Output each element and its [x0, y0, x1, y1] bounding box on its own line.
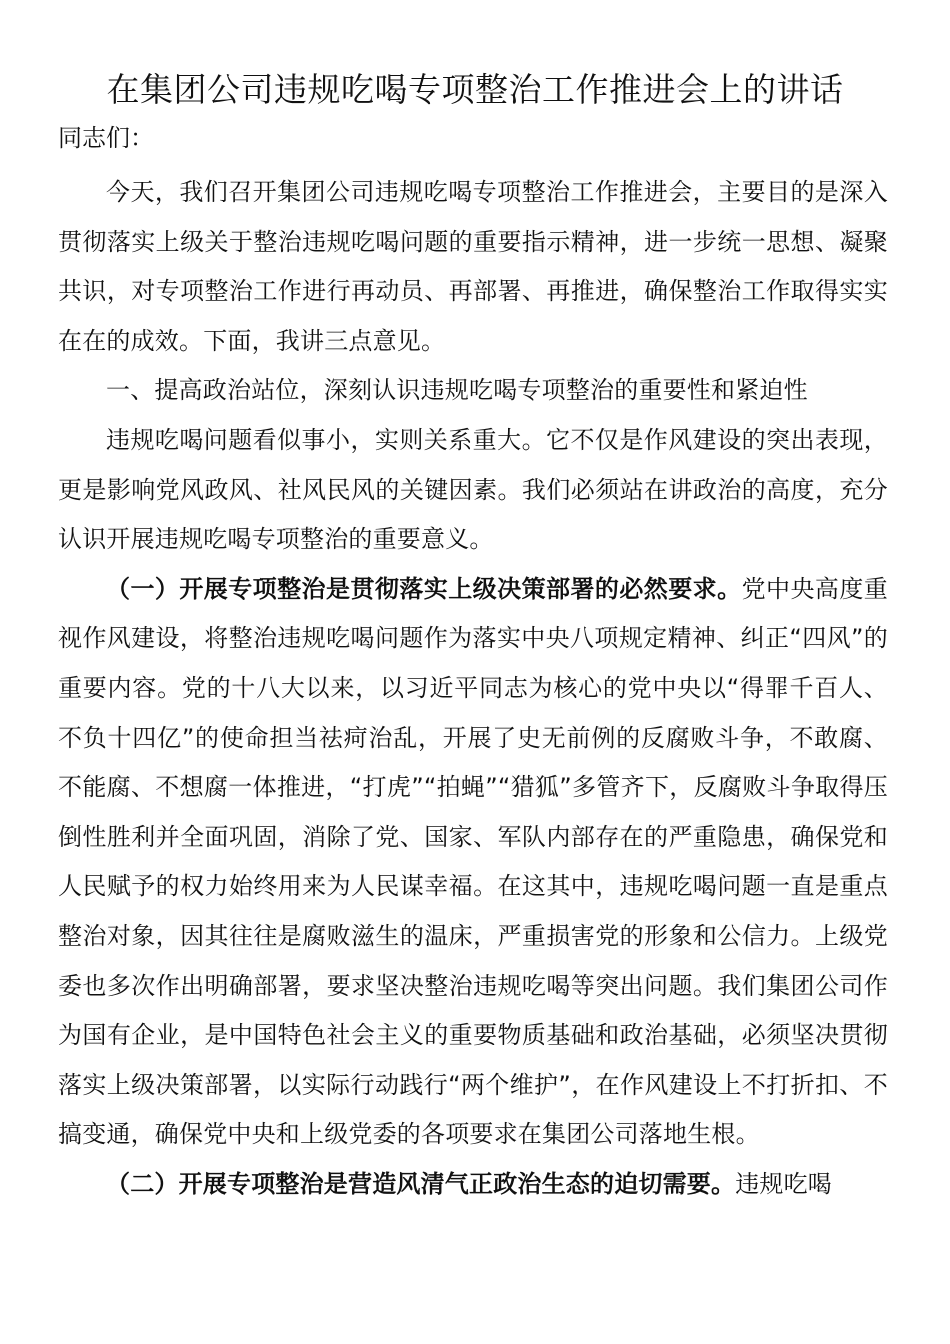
salutation: 同志们：	[58, 124, 154, 152]
subsection-heading: （一）开展专项整治是贯彻落实上级决策部署的必然要求。	[106, 574, 742, 603]
paragraph-text: 违规吃喝	[735, 1169, 833, 1198]
paragraph-subsection-1	[58, 565, 888, 1160]
paragraph-opening	[58, 168, 888, 366]
paragraph-section-1-intro	[58, 416, 888, 565]
paragraph-text: 今天，我们召开集团公司违规吃喝专项整治工作推进会，主要目的是深入贯彻落实上级关于整治违规吃喝问题的重要指示精神，进一步统一思想、凝聚共识，对专项整治工作进行再动员、再部署、再推进，确保整治工作取得实实在在的成效。下面，我讲三点意见。	[58, 178, 888, 355]
subsection-heading: （二）开展专项整治是营造风清气正政治生态的迫切需要。	[106, 1169, 736, 1198]
heading-text: 一、提高政治站位，深刻认识违规吃喝专项整治的重要性和紧迫性	[106, 376, 808, 405]
paragraph-subsection-2	[58, 1160, 888, 1210]
section-heading-1	[58, 366, 888, 416]
paragraph-text: 党中央高度重视作风建设，将整治违规吃喝问题作为落实中央八项规定精神、纠正“四风”的重要内容。党的十八大以来，以习近平同志为核心的党中央以“得罪千百人、不负十四亿”的使命担当祛疴治乱，开展了史无前例的反腐败斗争，不敢腐、不能腐、不想腐一体推进，“打虎”“拍蝇”“猎狐”多管齐下，反腐败斗争取得压倒性胜利并全面巩固，消除了党、国家、军队内部存在的严重隐患，确保党和人民赋予的权力始终用来为人民谋幸福。在这其中，违规吃喝问题一直是重点整治对象，因其往往是腐败滋生的温床，严重损害党的形象和公信力。上级党委也多次作出明确部署，要求坚决整治违规吃喝等突出问题。我们集团公司作为国有企业，是中国特色社会主义的重要物质基础和政治基础，必须坚决贯彻落实上级决策部署，以实际行动践行“两个维护”，在作风建设上不打折扣、不搞变通，确保党中央和上级党委的各项要求在集团公司落地生根。	[58, 574, 889, 1149]
paragraph-text: 违规吃喝问题看似事小，实则关系重大。它不仅是作风建设的突出表现，更是影响党风政风、社风民风的关键因素。我们必须站在讲政治的高度，充分认识开展违规吃喝专项整治的重要意义。	[58, 425, 888, 554]
document-body	[58, 168, 888, 1209]
document-title: 在集团公司违规吃喝专项整治工作推进会上的讲话	[106, 70, 844, 109]
